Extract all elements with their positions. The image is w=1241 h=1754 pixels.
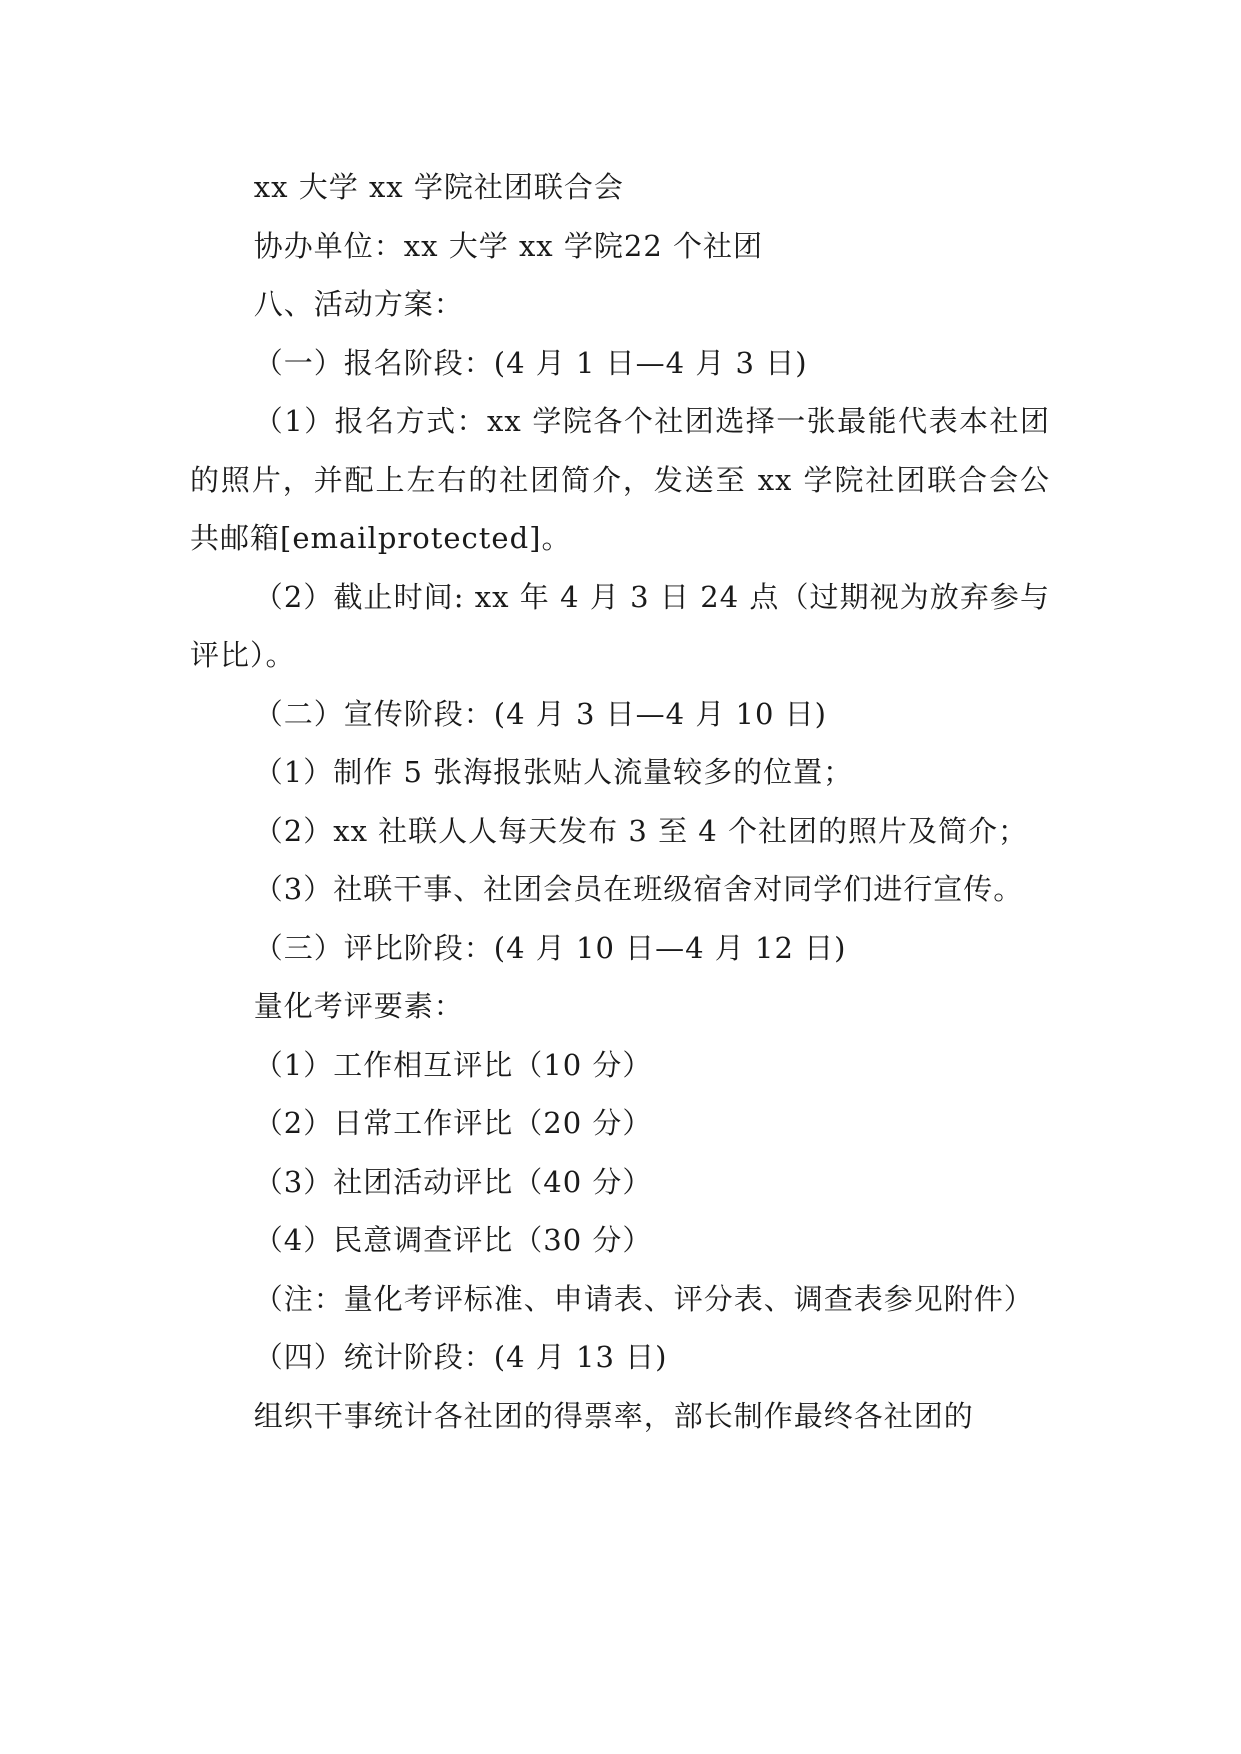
stage-heading-statistics: （四）统计阶段：(4 月 13 日) (253, 1340, 668, 1374)
paragraph-deadline: （2）截止时间: xx 年 4 月 3 日 24 点（过期视为放弃参与评比）。 (190, 579, 1050, 672)
paragraph-quantitative-factors: 量化考评要素： (253, 989, 464, 1023)
paragraph-renren-posts: （2）xx 社联人人每天发布 3 至 4 个社团的照片及简介； (253, 813, 1028, 848)
paragraph-posters: （1）制作 5 张海报张贴人流量较多的位置； (253, 755, 854, 789)
section-heading-activity-plan: 八、活动方案： (253, 287, 464, 321)
list-item-mutual-evaluation: （1）工作相互评比（10 分） (253, 1047, 653, 1082)
list-item-club-activities: （3）社团活动评比（40 分） (253, 1164, 653, 1199)
document-body (190, 158, 1050, 1445)
paragraph-co-organizer: 协办单位：xx 大学 xx 学院22 个社团 (253, 228, 763, 263)
stage-heading-promotion: （二）宣传阶段：(4 月 3 日—4 月 10 日) (253, 696, 827, 731)
list-item-daily-work: （2）日常工作评比（20 分） (253, 1106, 653, 1140)
paragraph-dorm-promotion: （3）社联干事、社团会员在班级宿舍对同学们进行宣传。 (253, 872, 1024, 906)
paragraph-registration-method: （1）报名方式：xx 学院各个社团选择一张最能代表本社团的照片，并配上左右的社团简介，发送至 xx 学院社团联合会公共邮箱[emailprotected]。 (190, 404, 1050, 555)
stage-heading-evaluation: （三）评比阶段：(4 月 10 日—4 月 12 日) (253, 930, 847, 965)
paragraph-statistics-work: 组织干事统计各社团的得票率，部长制作最终各社团的 (253, 1398, 974, 1433)
paragraph-organizer: xx 大学 xx 学院社团联合会 (253, 170, 624, 204)
list-item-opinion-survey: （4）民意调查评比（30 分） (253, 1223, 653, 1257)
stage-heading-registration: （一）报名阶段：(4 月 1 日—4 月 3 日) (253, 345, 808, 380)
paragraph-note-attachments: （注：量化考评标准、申请表、评分表、调查表参见附件） (253, 1281, 1034, 1316)
